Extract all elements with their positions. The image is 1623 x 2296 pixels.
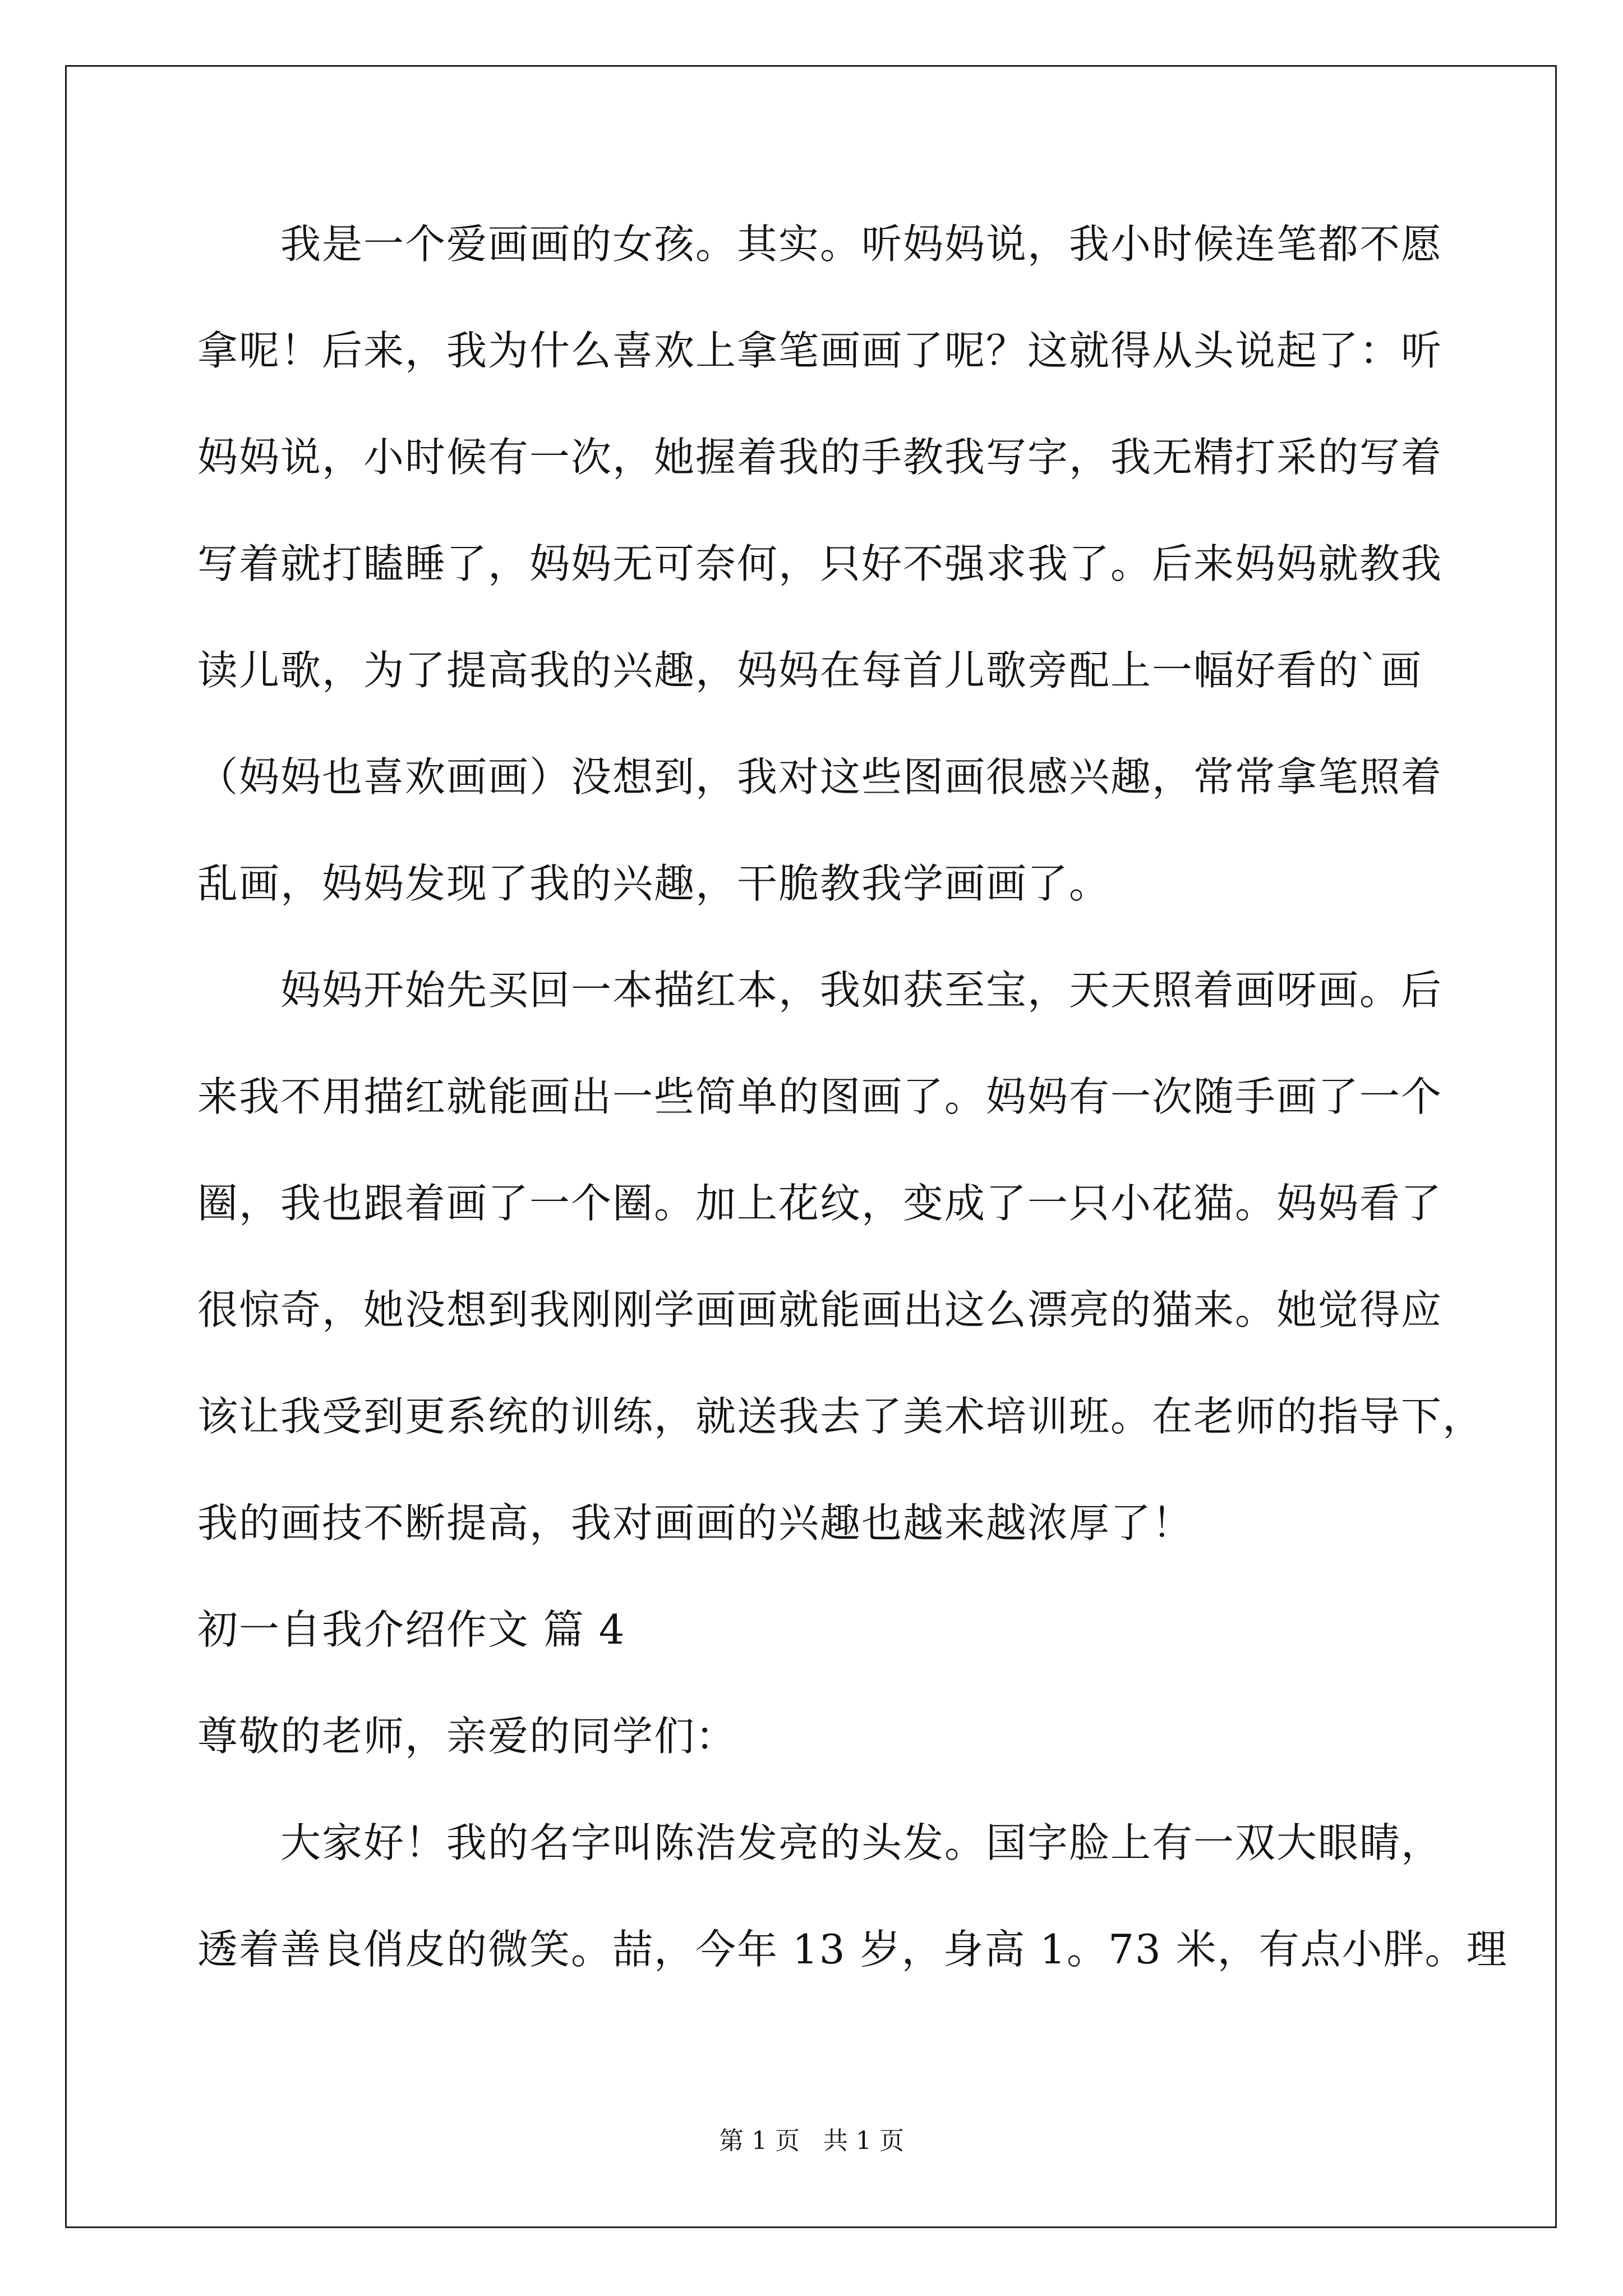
paragraph-3-line-1: 大家好！我的名字叫陈浩发亮的头发。国字脸上有一双大眼睛， [280, 1819, 1443, 1866]
paragraph-1-line-5: 读儿歌，为了提高我的兴趣，妈妈在每首儿歌旁配上一幅好看的`画 [197, 647, 1423, 694]
paragraph-1-line-3: 妈妈说，小时候有一次，她握着我的手教我写字，我无精打采的写着 [197, 434, 1443, 481]
paragraph-1-line-1: 我是一个爱画画的女孩。其实。听妈妈说，我小时候连笔都不愿 [280, 220, 1443, 268]
page-footer [0, 2124, 1623, 2158]
paragraph-1-line-6: （妈妈也喜欢画画）没想到，我对这些图画很感兴趣，常常拿笔照着 [197, 753, 1443, 800]
paragraph-2-line-4: 很惊奇，她没想到我刚刚学画画就能画出这么漂亮的猫来。她觉得应 [197, 1286, 1443, 1333]
page-number: 第 1 页 [719, 2127, 800, 2155]
page-total: 共 1 页 [823, 2127, 904, 2155]
paragraph-1-line-2: 拿呢！后来，我为什么喜欢上拿笔画画了呢？这就得从头说起了：听 [197, 327, 1443, 374]
paragraph-2-line-2: 来我不用描红就能画出一些简单的图画了。妈妈有一次随手画了一个 [197, 1073, 1443, 1120]
paragraph-1-line-4: 写着就打瞌睡了，妈妈无可奈何，只好不强求我了。后来妈妈就教我 [197, 540, 1443, 587]
paragraph-2-line-6: 我的画技不断提高，我对画画的兴趣也越来越浓厚了！ [197, 1499, 1194, 1547]
paragraph-2-line-5: 该让我受到更系统的训练，就送我去了美术培训班。在老师的指导下， [197, 1393, 1484, 1440]
paragraph-3-line-2: 透着善良俏皮的微笑。喆，今年 13 岁，身高 1。73 米，有点小胖。理 [197, 1926, 1508, 1973]
paragraph-1-line-7: 乱画，妈妈发现了我的兴趣，干脆教我学画画了。 [197, 860, 1111, 907]
paragraph-2-line-1: 妈妈开始先买回一本描红本，我如获至宝，天天照着画呀画。后 [280, 967, 1443, 1014]
salutation: 尊敬的老师，亲爱的同学们： [197, 1713, 737, 1760]
paragraph-2-line-3: 圈，我也跟着画了一个圈。加上花纹，变成了一只小花猫。妈妈看了 [197, 1180, 1443, 1227]
document-body [197, 213, 1508, 2025]
section-heading: 初一自我介绍作文 篇 4 [197, 1606, 626, 1653]
